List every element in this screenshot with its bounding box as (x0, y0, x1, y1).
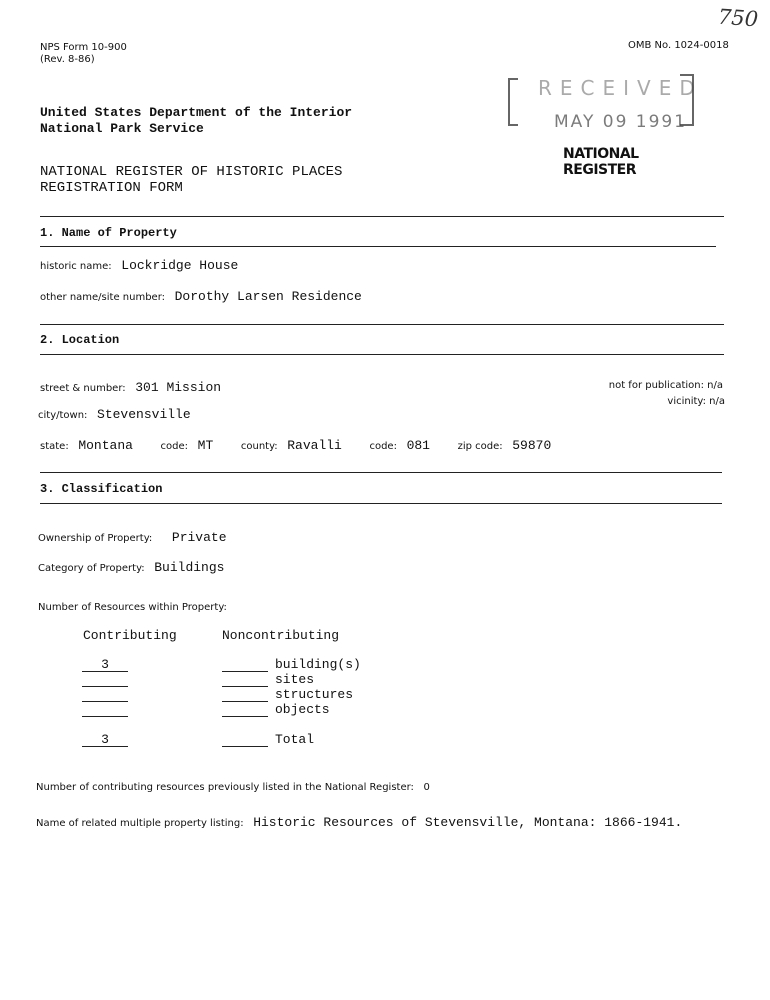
register-label-line2: REGISTER (563, 162, 637, 178)
city-row (38, 405, 191, 423)
other-name-label: other name/site number: (40, 292, 166, 303)
total-contributing-count: 3 (101, 732, 109, 747)
resource-type-label: structures (275, 687, 354, 702)
other-name-row (40, 287, 362, 305)
other-name-value: Dorothy Larsen Residence (174, 289, 362, 304)
form-title-line2: REGISTRATION FORM (40, 180, 183, 196)
contributing-blank (82, 671, 128, 672)
state-code-label: code: (160, 441, 189, 452)
city-label: city/town: (38, 410, 88, 421)
noncontributing-blank (222, 716, 268, 717)
historic-name-label: historic name: (40, 261, 112, 272)
multiple-listing-label: Name of related multiple property listing: (36, 818, 244, 829)
historic-name-row (40, 256, 238, 274)
section3-heading: 3. Classification (40, 482, 163, 496)
contributing-count: 3 (101, 657, 109, 672)
section2-top-rule (40, 324, 724, 325)
section1-heading: 1. Name of Property (40, 226, 177, 240)
stamp-date: MAY 09 1991 (554, 112, 688, 132)
category-value: Buildings (154, 560, 225, 575)
section2-bottom-rule (40, 354, 724, 355)
resource-type-label: objects (275, 702, 330, 717)
county-value: Ravalli (287, 438, 342, 453)
street-row (40, 378, 221, 396)
form-title-line1: NATIONAL REGISTER OF HISTORIC PLACES (40, 164, 343, 180)
ownership-value: Private (171, 530, 227, 545)
ownership-label: Ownership of Property: (38, 533, 153, 544)
zip-value: 59870 (512, 438, 552, 453)
total-noncontributing-blank (222, 746, 268, 747)
street-value: 301 Mission (135, 380, 222, 395)
section1-bottom-rule (40, 246, 716, 247)
multiple-listing-row (36, 813, 682, 831)
omb-number: OMB No. 1024-0018 (628, 40, 729, 51)
service-name: National Park Service (40, 121, 204, 136)
category-row (38, 558, 224, 576)
not-for-publication: not for publication: n/a (608, 380, 723, 391)
form-number: NPS Form 10-900 (40, 42, 127, 53)
department-name: United States Department of the Interior (40, 105, 353, 120)
contributing-blank (82, 701, 128, 702)
noncontributing-blank (222, 686, 268, 687)
total-label: Total (275, 732, 315, 747)
state-row (40, 436, 551, 454)
register-label-line1: NATIONAL (563, 146, 639, 162)
resources-label: Number of Resources within Property: (38, 602, 227, 613)
total-contributing-blank (82, 746, 128, 747)
vicinity: vicinity: n/a (667, 396, 725, 407)
section1-top-rule (40, 216, 724, 217)
section2-heading: 2. Location (40, 333, 120, 347)
historic-name-value: Lockridge House (121, 258, 239, 273)
contributing-blank (82, 686, 128, 687)
column-noncontributing: Noncontributing (222, 628, 340, 643)
county-code-label: code: (369, 441, 397, 452)
form-revision: (Rev. 8-86) (40, 54, 95, 65)
state-code-value: MT (197, 438, 214, 453)
resource-type-label: sites (275, 672, 315, 687)
column-contributing: Contributing (83, 628, 177, 643)
zip-label: zip code: (457, 441, 503, 452)
resource-type-label: building(s) (275, 657, 361, 672)
state-value: Montana (78, 438, 133, 453)
ownership-row (38, 528, 227, 546)
county-code-value: 081 (406, 438, 430, 453)
noncontributing-blank (222, 671, 268, 672)
previously-listed-label: Number of contributing resources previously listed in the National Register: (36, 782, 414, 793)
city-value: Stevensville (97, 407, 191, 422)
previously-listed-row (36, 777, 430, 795)
contributing-blank (82, 716, 128, 717)
previously-listed-value: 0 (423, 782, 430, 793)
county-label: county: (240, 441, 278, 452)
state-label: state: (40, 441, 69, 452)
street-label: street & number: (40, 383, 126, 394)
handwritten-note: 750 (717, 4, 759, 32)
received-stamp (508, 72, 703, 132)
noncontributing-blank (222, 701, 268, 702)
section3-bottom-rule (40, 503, 722, 504)
multiple-listing-value: Historic Resources of Stevensville, Montana: 1866-1941. (253, 815, 683, 830)
stamp-received-text: RECEIVED (538, 76, 703, 100)
category-label: Category of Property: (38, 563, 145, 574)
section3-top-rule (40, 472, 722, 473)
